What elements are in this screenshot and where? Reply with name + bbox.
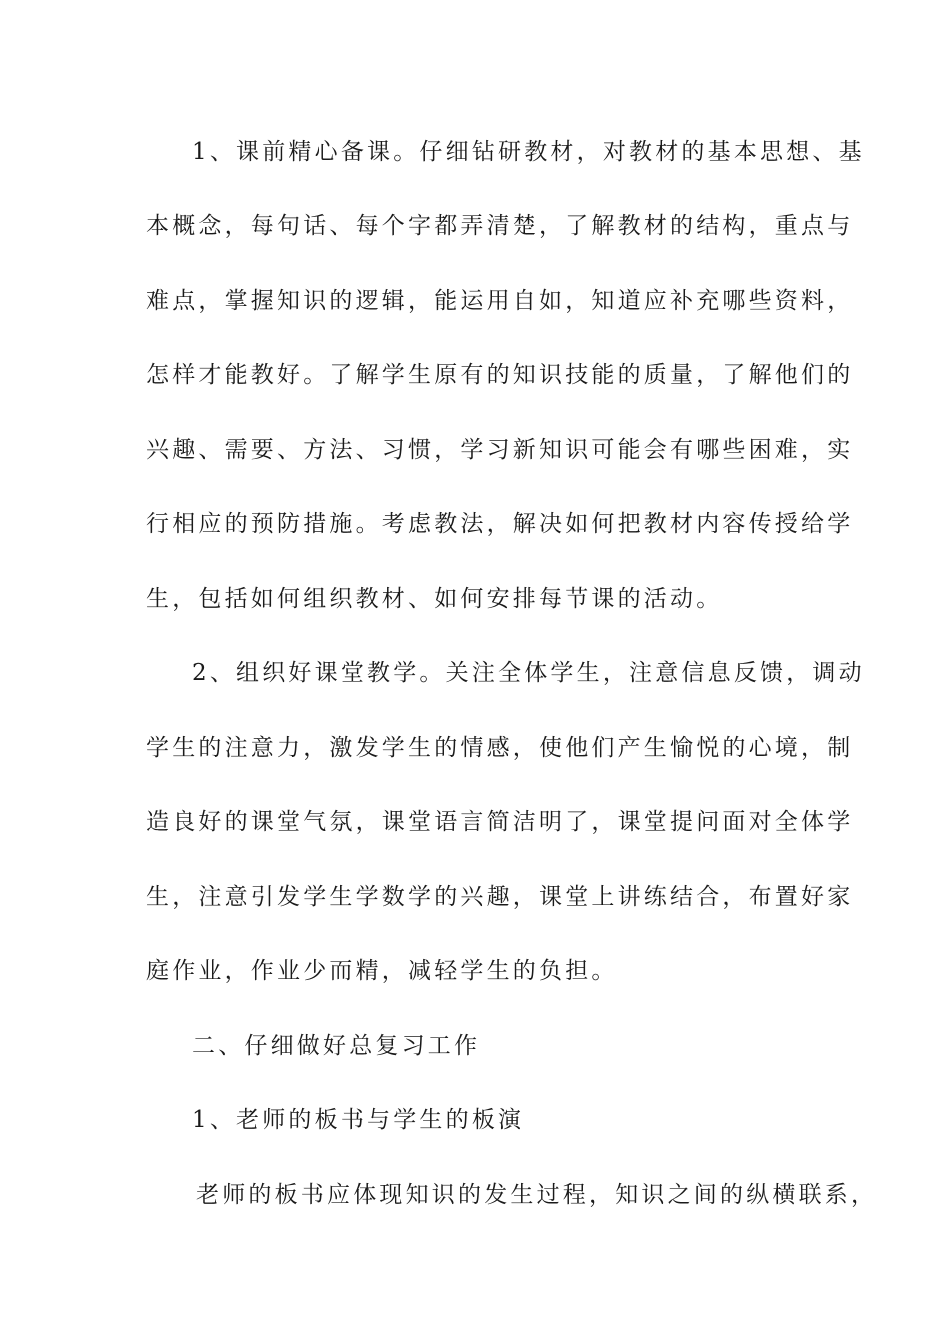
paragraph-2-line-5: 庭作业，作业少而精，减轻学生的负担。 (146, 958, 618, 984)
paragraph-1-line-5: 兴趣、需要、方法、习惯，学习新知识可能会有哪些困难，实 (146, 437, 854, 463)
paragraph-1-line-3: 难点，掌握知识的逻辑，能运用自如，知道应补充哪些资料， (146, 288, 854, 314)
paragraph-2-line-3: 造良好的课堂气氛，课堂语言简洁明了，课堂提问面对全体学 (146, 809, 854, 835)
section-heading: 二、仔细做好总复习工作 (192, 1033, 481, 1059)
paragraph-1-line-4: 怎样才能教好。了解学生原有的知识技能的质量，了解他们的 (146, 362, 854, 388)
subsection-heading: 1、老师的板书与学生的板演 (192, 1107, 525, 1133)
paragraph-1-line-1: 1、课前精心备课。仔细钻研教材，对教材的基本思想、基 (192, 139, 865, 165)
paragraph-2-line-1: 2、组织好课堂教学。关注全体学生，注意信息反馈，调动 (192, 660, 865, 686)
paragraph-1-line-2: 本概念，每句话、每个字都弄清楚，了解教材的结构，重点与 (146, 213, 854, 239)
paragraph-2-line-4: 生，注意引发学生学数学的兴趣，课堂上讲练结合，布置好家 (146, 884, 854, 910)
paragraph-1-line-6: 行相应的预防措施。考虑教法，解决如何把教材内容传授给学 (146, 511, 854, 537)
paragraph-1-line-7: 生，包括如何组织教材、如何安排每节课的活动。 (146, 586, 723, 612)
paragraph-2-line-2: 学生的注意力，激发学生的情感，使他们产生愉悦的心境，制 (146, 735, 854, 761)
paragraph-3-line-1: 老师的板书应体现知识的发生过程，知识之间的纵横联系， (196, 1182, 878, 1208)
